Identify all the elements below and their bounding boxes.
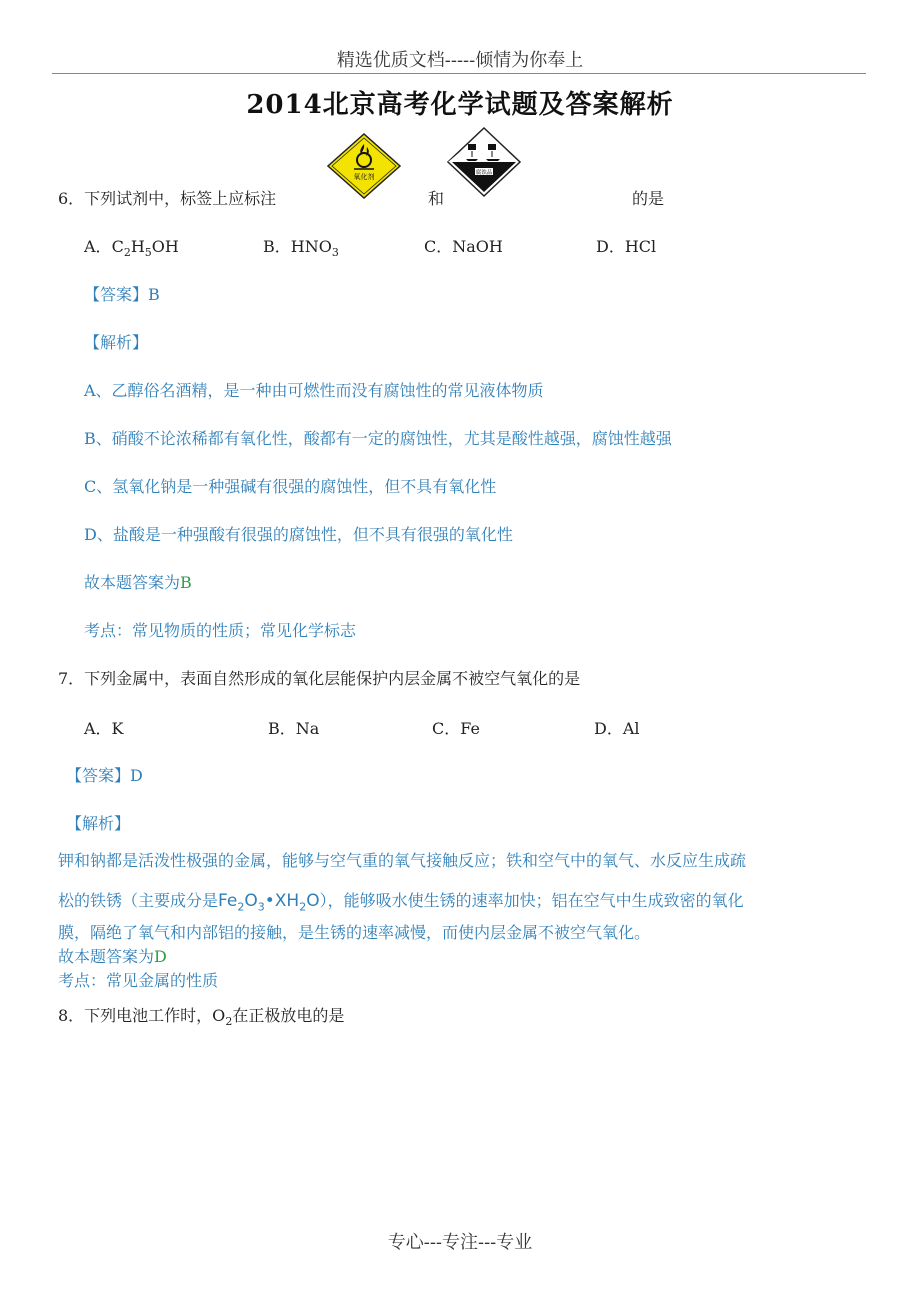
q7-text: 7．下列金属中，表面自然形成的氧化层能保护内层金属不被空气氧化的是 — [58, 669, 581, 688]
option-label: C． — [424, 237, 453, 256]
q6-conclusion: 故本题答案为B — [84, 573, 192, 592]
corrosive-hazard-sign-icon — [446, 126, 522, 198]
q7-conclusion: 故本题答案为D — [58, 947, 167, 966]
header-divider — [52, 73, 866, 74]
q6-suffix: 的是 — [632, 189, 665, 208]
q6-and: 和 — [428, 189, 445, 208]
q7-option-c: C．Fe — [432, 719, 480, 738]
q8-text: 8．下列电池工作时，$O_2$在正极放电的是 — [58, 1006, 345, 1029]
q7-option-b: B．Na — [268, 719, 320, 738]
q6-option-d: D．HCl — [596, 237, 657, 256]
option-label: A． — [84, 237, 112, 256]
iron-rust-formula: $Fe_2O_3•XH_2O$ — [218, 891, 320, 914]
q7-option-d: D．Al — [594, 719, 640, 738]
q7-analysis-line3: 膜，隔绝了氧气和内部铝的接触，是生锈的速率减慢，而使内层金属不被空气氧化。 — [58, 923, 651, 942]
q6-analysis-label: 【解析】 — [84, 333, 149, 352]
q6-option-c: C．NaOH — [424, 237, 503, 256]
q6-option-b: B．$HNO_3$ — [263, 237, 339, 260]
q6-option-a: A．$C_2H_5OH$ — [84, 237, 179, 260]
oxidizer-sign-label: 氧化剂 — [353, 173, 375, 181]
page-header: 精选优质文档-----倾情为你奉上 — [336, 50, 584, 71]
corrosive-sign-label: 腐蚀品 — [475, 170, 493, 176]
oxidizer-hazard-sign-icon — [326, 132, 402, 200]
q6-analysis-a: A、乙醇俗名酒精，是一种由可燃性而没有腐蚀性的常见液体物质 — [84, 381, 544, 400]
q7-analysis-label: 【解析】 — [66, 814, 131, 833]
q7-analysis-line1: 钾和钠都是活泼性极强的金属，能够与空气重的氧气接触反应；铁和空气中的氧气、水反应生成疏 — [58, 851, 747, 870]
q6-prefix: 6．下列试剂中，标签上应标注 — [58, 189, 277, 208]
page-title: 2014北京高考化学试题及答案解析 — [246, 90, 674, 120]
option-label: D． — [596, 237, 625, 256]
q6-analysis-c: C、氢氧化钠是一种强碱有很强的腐蚀性，但不具有氧化性 — [84, 477, 497, 496]
q6-analysis-b: B、硝酸不论浓稀都有氧化性，酸都有一定的腐蚀性，尤其是酸性越强，腐蚀性越强 — [84, 429, 672, 448]
q7-answer: 【答案】D — [66, 766, 143, 785]
option-label: B． — [263, 237, 291, 256]
q6-topic: 考点：常见物质的性质；常见化学标志 — [84, 621, 357, 640]
q7-option-a: A．K — [84, 719, 124, 738]
page-footer: 专心---专注---专业 — [387, 1232, 533, 1253]
q7-analysis-line2: 松的铁锈（主要成分是$Fe_2O_3•XH_2O$），能够吸水使生锈的速率加快；铝在空气中生成致密的氧化 — [58, 891, 744, 914]
q6-analysis-d: D、盐酸是一种强酸有很强的腐蚀性，但不具有很强的氧化性 — [84, 525, 513, 544]
q7-topic: 考点：常见金属的性质 — [58, 971, 219, 990]
q6-answer: 【答案】B — [84, 285, 160, 304]
